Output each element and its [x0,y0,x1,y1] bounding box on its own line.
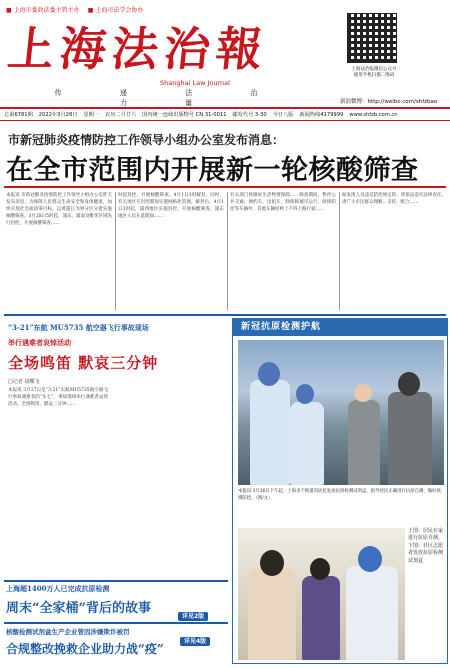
person-figure [290,402,324,485]
top-tags [6,5,143,14]
qr-caption-line1: 上海法治报微信公众号 [351,67,397,72]
photo-caption: 本报讯 3月26日下午起，上海多个街道向居民发放抗原检测试剂盒，指导居民正确进行抗原自测，做好疫情防控。（图/文） [238,489,441,501]
person-head [398,372,420,396]
person-figure [348,400,380,485]
person-head [354,384,372,402]
issue-info-bar [0,107,450,121]
info-item: 新闻热线4179999 [299,112,344,118]
masthead-english: Shanghai Law Journal [160,79,230,87]
info-item: 星期一 [83,112,100,118]
lower-kicker: “3-21”东航 MU5735 航空器飞行事故现场 [8,323,149,332]
photo-side-caption: 上图：居民在家进行抗原自测。下图：社区志愿者发放抗原检测试剂盒 [408,528,444,564]
info-item: 总第6781期 [4,112,33,118]
person-figure [388,392,432,485]
photo-distribution-scene[interactable] [238,528,405,660]
qr-code-icon[interactable] [347,13,397,63]
lower-body-col1: 本报讯 3月27日是“3·21”东航MU5735航空器飞行事故遇难者的“头七”，事故现场举行遇难者哀悼活动，全场鸣笛，默哀三分钟…… [8,388,108,407]
divider [4,186,446,188]
lead-body-col2: 时起封控，开展核酸筛查。4月1日3时解封。同时，有关地区在封控期间实施网格化管理。解封后，4月1日3时起，浦西地区实施封控，开展核酸筛查。浦东地区人员在此期间…… [118,193,224,219]
page-ref-label: 详见2版 [178,612,208,621]
person-figure [248,568,296,660]
person-head [358,546,382,572]
person-figure [346,566,398,660]
lead-body-col1: 本报讯 市新冠肺炎疫情防控工作领导小组办公室昨天发布消息，为保障人民群众生命安全和身体健康，加快实现社会面清零目标，以黄浦江为界分区分批实施核酸筛查。3月28日5时起，浦东、浦南及毗邻区域先行封控，开展核酸筛查…… [6,193,112,226]
masthead-motto: 传 递 法 治 力 量 [54,89,286,107]
column-divider [339,192,340,310]
page-ref-badge[interactable] [180,628,210,647]
person-head [310,558,330,580]
column-divider [115,192,116,310]
person-figure [250,380,290,485]
info-item: 邮发代号 3-30 [232,112,267,118]
divider [4,580,228,582]
info-item: 2022年3月28日 [38,112,78,118]
top-tag-sponsor: ■ 上海市委政法委主管主办 [6,5,80,14]
page-ref-label: 详见4版 [180,637,210,646]
masthead-title: 上海法治報 [5,22,271,76]
person-head [260,550,284,576]
bottom-story-title[interactable]: 合规整改挽救企业助力战“疫” [6,642,164,656]
page-ref-badge[interactable] [178,603,208,622]
lower-body-col2 [114,387,226,577]
lead-body-col4: 如发现人员违反防控规定的，将依法追究法律责任。请广大市民群众理解、支持、配合…… [342,193,446,205]
weibo-link[interactable]: 新浪微博：http://weibo.com/shfzbao [340,99,438,105]
person-head [258,362,280,386]
divider [4,622,228,624]
byline: □记者 胡蝶飞 [8,379,40,385]
lower-headline[interactable]: 全场鸣笛 默哀三分钟 [8,354,159,372]
photo-testing-scene[interactable] [238,340,444,485]
bottom-story-title[interactable]: 周末“全家桶”背后的故事 [6,601,151,616]
info-item: www.shfzb.com.cn [349,111,398,118]
person-head [296,384,314,404]
info-item: 今日八版 [272,112,294,118]
lead-headline[interactable]: 在全市范围内开展新一轮核酸筛查 [6,155,419,186]
info-item: 农历二月廿六 [105,112,137,118]
lower-subkicker: 举行遇难者哀悼活动 [8,338,71,347]
photo-feature-header: 新冠抗原检测护航 [233,319,447,336]
bottom-story-kicker: 上海超1400万人已完成抗原检测 [6,584,110,593]
lead-body-col3: 有关部门将做好生活物资保障……筛查期间，暂停公共交通、网约车、出租车，除保障城市运行、疫情防控等车辆外，其他车辆原则上不得上路行驶…… [230,193,336,212]
person-figure [302,576,340,660]
divider [4,314,446,316]
bottom-story-kicker: 核酸检测试剂盒生产企业曾因涉嫌欺诈被罚 [6,628,130,636]
top-tag-co-sponsor: ■ 上海市法学会协办 [88,5,144,14]
qr-caption [342,66,406,78]
info-item: 国内统一连续出版物号 CN 31-0011 [142,112,227,118]
column-divider [227,192,228,310]
lead-kicker: 市新冠肺炎疫情防控工作领导小组办公室发布消息： [8,133,285,147]
qr-caption-line2: 使用手机扫描二维码 [353,73,395,78]
